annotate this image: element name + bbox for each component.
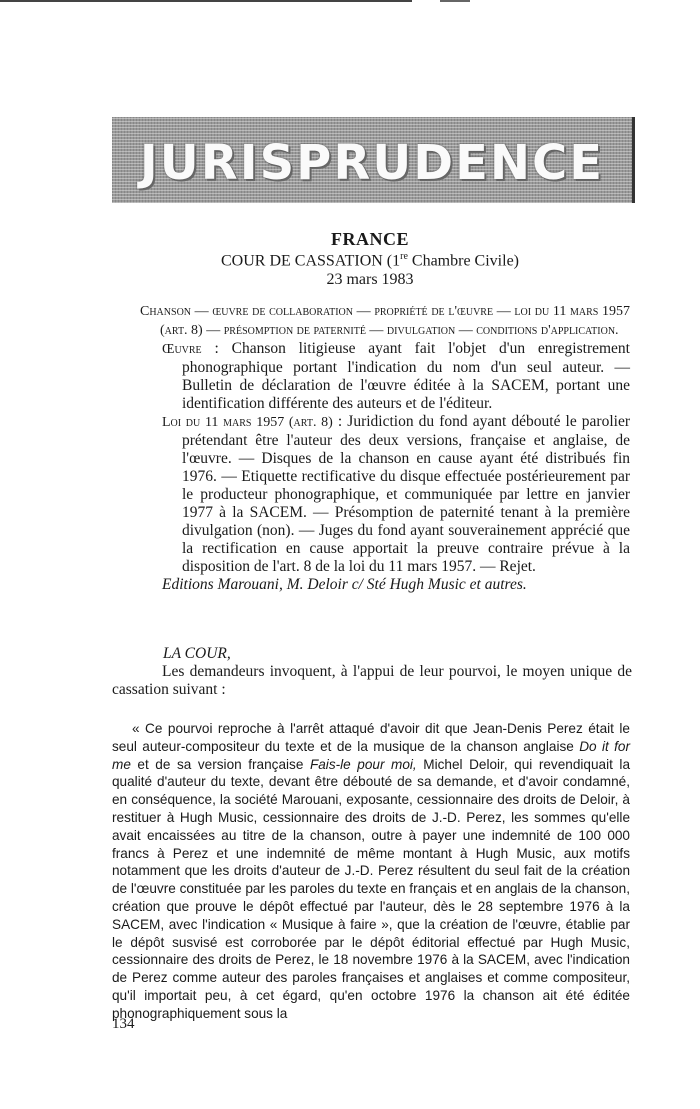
top-rule <box>0 0 412 2</box>
la-cour-heading: LA COUR, <box>163 645 231 662</box>
decision-date: 23 mars 1983 <box>326 271 414 288</box>
country-heading: FRANCE <box>331 229 409 249</box>
court-heading <box>140 251 600 270</box>
summary-loi <box>162 413 630 576</box>
court-sup: re <box>400 251 408 262</box>
summary-oeuvre <box>162 340 630 413</box>
court-suffix: Chambre Civile) <box>407 252 519 270</box>
case-parties: Editions Marouani, M. Deloir c/ Sté Hugh Music et autres. <box>162 576 527 593</box>
intro-paragraph: Les demandeurs invoquent, à l'appui de leur pourvoi, le moyen unique de cassation suivant : <box>112 663 632 698</box>
section-banner <box>112 117 635 203</box>
court-prefix: COUR DE CASSATION (1 <box>221 252 401 270</box>
loi-label: Loi du 11 mars 1957 (art. 8) <box>162 415 333 430</box>
quoted-moyen <box>112 720 630 1023</box>
oeuvre-text: : Chanson litigieuse ayant fait l'objet d'un enregistrement phonographique portant l'indication du nom d'un seul auteur. — Bulletin de déclaration de l'œuvre éditée à la SACEM, portant une identification différente des auteurs et de l'éditeur. <box>182 340 630 412</box>
summary-keywords <box>140 302 630 340</box>
page-number: 134 <box>112 1016 135 1032</box>
quote-title-fr: Fais-le pour moi, <box>309 756 417 772</box>
quote-part-1: « Ce pourvoi reproche à l'arrêt attaqué d'avoir dit que Jean-Denis Perez était le seul auteur-compositeur du texte et de la musique de la chanson anglaise <box>112 721 630 754</box>
quote-title-en: Do it for me <box>112 738 630 772</box>
banner-title: JURISPRUDENCE <box>139 135 605 191</box>
quote-part-3: Michel Deloir, qui revendiquait la qualité d'auteur du texte, devant être débouté de sa demande, et d'avoir condamné, en conséquence, la société Marouani, exposante, cessionnaire des droits de Deloir, à restituer à Hugh Music, cessionnaire des droits de J.-D. Perez, les sommes qu'elle avait encaissées au titre de la chanson, outre à payer une indemnité de 100 000 francs à Perez et une indemnité de même montant à Hugh Music, aux motifs notamment que les droits d'auteur de J.-D. Perez résultent du seul fait de la création de l'œuvre constituée par les paroles du texte en français et en anglais de la chanson, création que prouve le dépôt effectué par l'auteur, dès le 28 septembre 1976 à la SACEM, avec l'indication « Musique à faire », que la création de l'œuvre, établie par le dépôt susvisé est corroborée par le dépôt éditorial effectué par Hugh Music, cessionnaire des droits de Perez, le 18 novembre 1976 à la SACEM, avec l'indication de Perez comme auteur des paroles françaises et anglaises et comme compositeur, qu'il importait peu, à cet égard, qu'en octobre 1976 la chanson ait été éditée phonographiquement sous la <box>112 756 630 1021</box>
oeuvre-label: Œuvre <box>162 342 202 357</box>
loi-text: : Juridiction du fond ayant débouté le parolier prétendant être l'auteur des deux versions, française et anglaise, de l'œuvre. — Disques de la chanson en cause ayant été distribués fin 1976. — Etiquette rectificative du disque effectuée postérieurement par le producteur phonographique, et communiquée par lettre en janvier 1977 à la SACEM. — Présomption de paternité tenant à la première divulgation (non). — Juges du fond ayant souverainement apprécié que la rectification en cause apportait la preuve contraire prévue à la disposition de l'art. 8 de la loi du 11 mars 1957. — Rejet. <box>182 413 630 575</box>
top-rule-fragment <box>440 0 470 2</box>
keywords-text: Chanson — œuvre de collaboration — propriété de l'œuvre — loi du 11 mars 1957 (art. 8) — présomption de paternité — divulgation — conditions d'application. <box>140 304 630 338</box>
case-summary <box>140 302 630 594</box>
quote-part-2: et de sa version française <box>130 756 310 772</box>
